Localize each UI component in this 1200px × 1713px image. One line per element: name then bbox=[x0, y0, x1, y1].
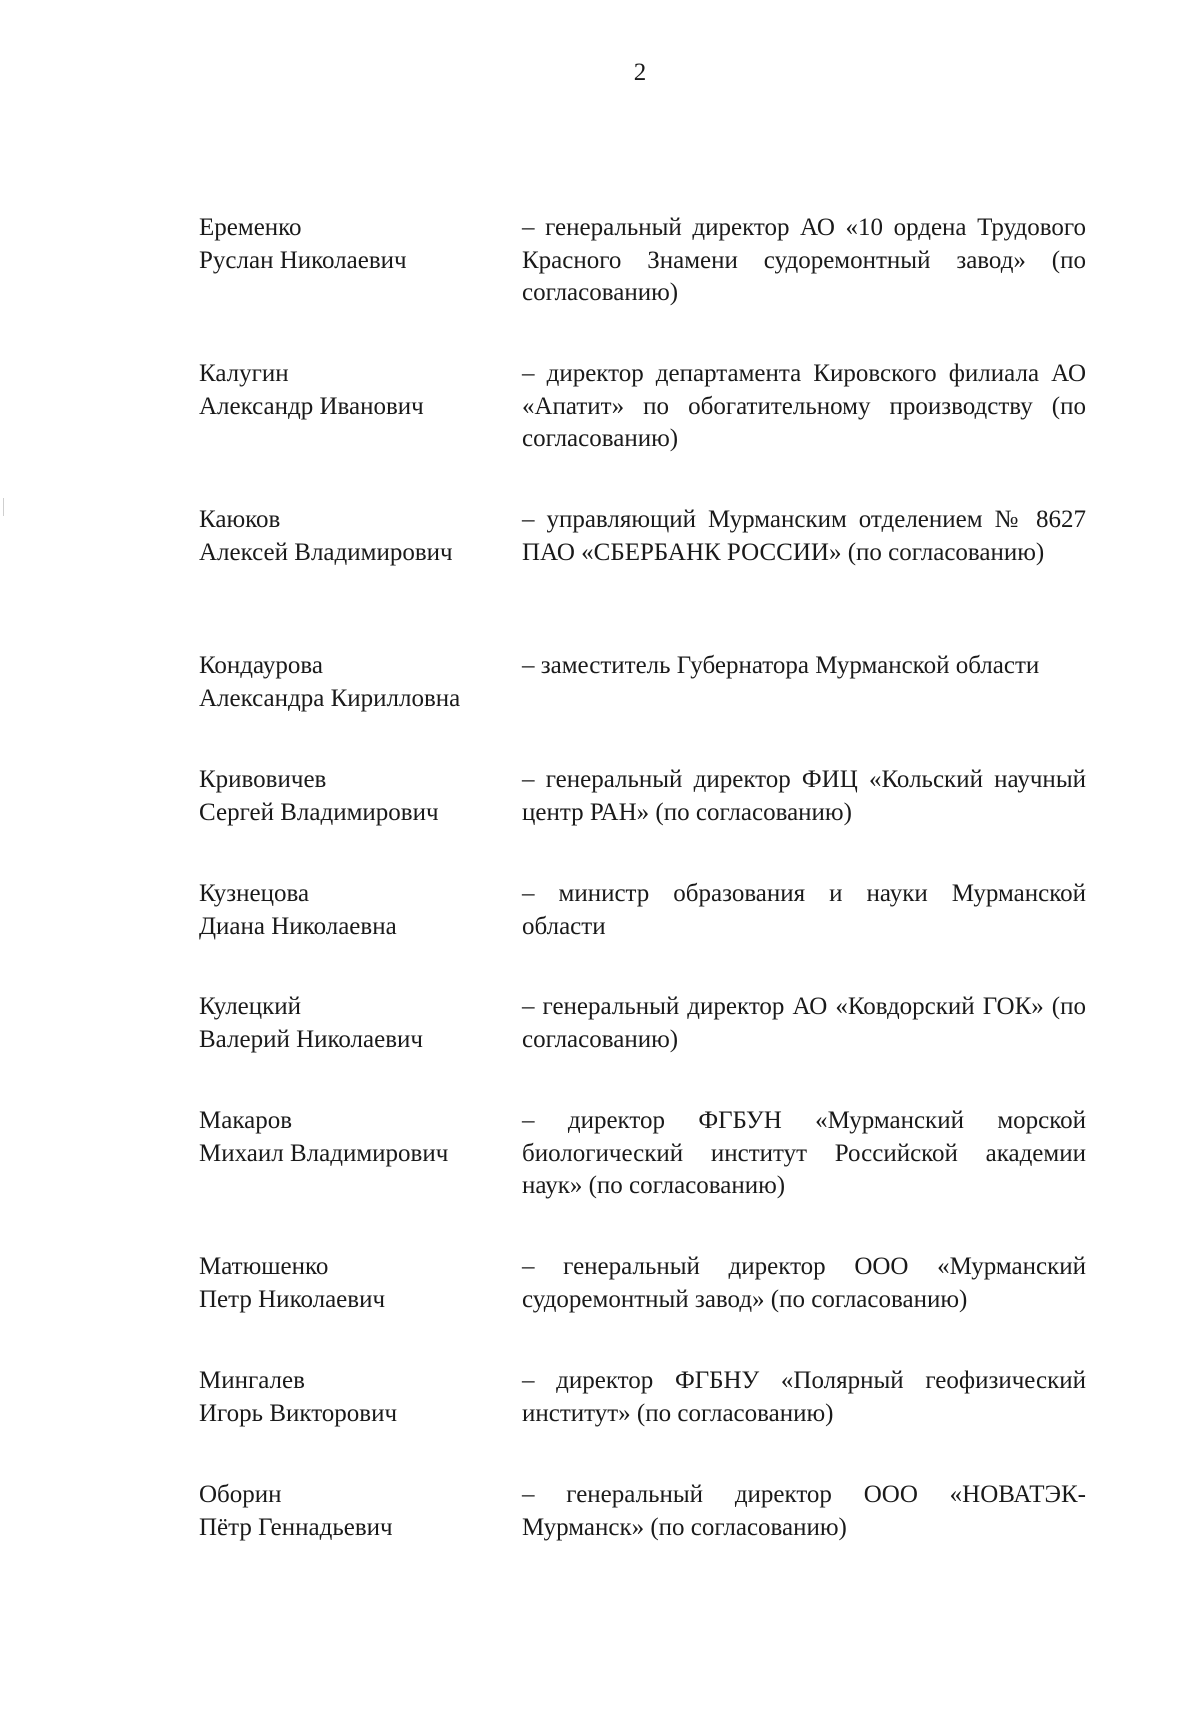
person-given-name: Александра Кирилловна bbox=[199, 684, 461, 712]
person-given-name: Игорь Викторович bbox=[199, 1399, 398, 1427]
person-given-name: Диана Николаевна bbox=[199, 912, 397, 940]
person-name bbox=[199, 764, 519, 829]
person-name bbox=[199, 991, 519, 1056]
person-given-name: Петр Николаевич bbox=[199, 1285, 386, 1313]
person-name bbox=[199, 212, 519, 277]
person-role: – директор департамента Кировского филиала АО «Апатит» по обогатительному производству (по согласованию) bbox=[522, 360, 1086, 452]
person-given-name: Сергей Владимирович bbox=[199, 798, 439, 826]
person-surname: Кондаурова bbox=[199, 652, 323, 679]
person-given-name: Пётр Геннадьевич bbox=[199, 1513, 393, 1541]
person-role: – генеральный директор ООО «Мурманский судоремонтный завод» (по согласованию) bbox=[522, 1253, 1086, 1313]
person-surname: Мингалев bbox=[199, 1367, 305, 1394]
person-role: – министр образования и науки Мурманской области bbox=[522, 880, 1086, 940]
person-role: – заместитель Губернатора Мурманской области bbox=[522, 652, 1040, 679]
person-surname: Кривовичев bbox=[199, 766, 327, 793]
person-role: – директор ФГБНУ «Полярный геофизический институт» (по согласованию) bbox=[522, 1367, 1086, 1427]
person-name bbox=[199, 504, 519, 569]
person-surname: Кузнецова bbox=[199, 880, 310, 907]
person-name bbox=[199, 1251, 519, 1316]
person-name bbox=[199, 1479, 519, 1544]
person-role: – генеральный директор АО «10 ордена Трудового Красного Знамени судоремонтный завод» (по согласованию) bbox=[522, 214, 1086, 306]
person-role: – директор ФГБУН «Мурманский морской биологический институт Российской академии наук» (по согласованию) bbox=[522, 1107, 1086, 1199]
person-given-name: Алексей Владимирович bbox=[199, 538, 453, 566]
person-name bbox=[199, 358, 519, 423]
person-given-name: Михаил Владимирович bbox=[199, 1139, 449, 1167]
person-role: – генеральный директор ФИЦ «Кольский научный центр РАН» (по согласованию) bbox=[522, 766, 1086, 826]
scan-artifact bbox=[3, 498, 4, 516]
person-role: – генеральный директор ООО «НОВАТЭК-Мурманск» (по согласованию) bbox=[522, 1481, 1086, 1541]
person-given-name: Руслан Николаевич bbox=[199, 246, 407, 274]
person-surname: Оборин bbox=[199, 1481, 282, 1508]
person-surname: Кулецкий bbox=[199, 993, 302, 1020]
person-role: – управляющий Мурманским отделением № 8627 ПАО «СБЕРБАНК РОССИИ» (по согласованию) bbox=[522, 506, 1086, 566]
person-surname: Калугин bbox=[199, 360, 289, 387]
person-name bbox=[199, 1365, 519, 1430]
person-surname: Еременко bbox=[199, 214, 302, 241]
person-name bbox=[199, 878, 519, 943]
person-role: – генеральный директор АО «Ковдорский ГОК» (по согласованию) bbox=[522, 993, 1086, 1053]
person-surname: Каюков bbox=[199, 506, 281, 533]
person-name bbox=[199, 650, 519, 715]
page-number: 2 bbox=[633, 59, 647, 86]
person-given-name: Александр Иванович bbox=[199, 392, 424, 420]
person-surname: Макаров bbox=[199, 1107, 292, 1134]
person-given-name: Валерий Николаевич bbox=[199, 1025, 423, 1053]
person-surname: Матюшенко bbox=[199, 1253, 329, 1280]
person-name bbox=[199, 1105, 519, 1170]
